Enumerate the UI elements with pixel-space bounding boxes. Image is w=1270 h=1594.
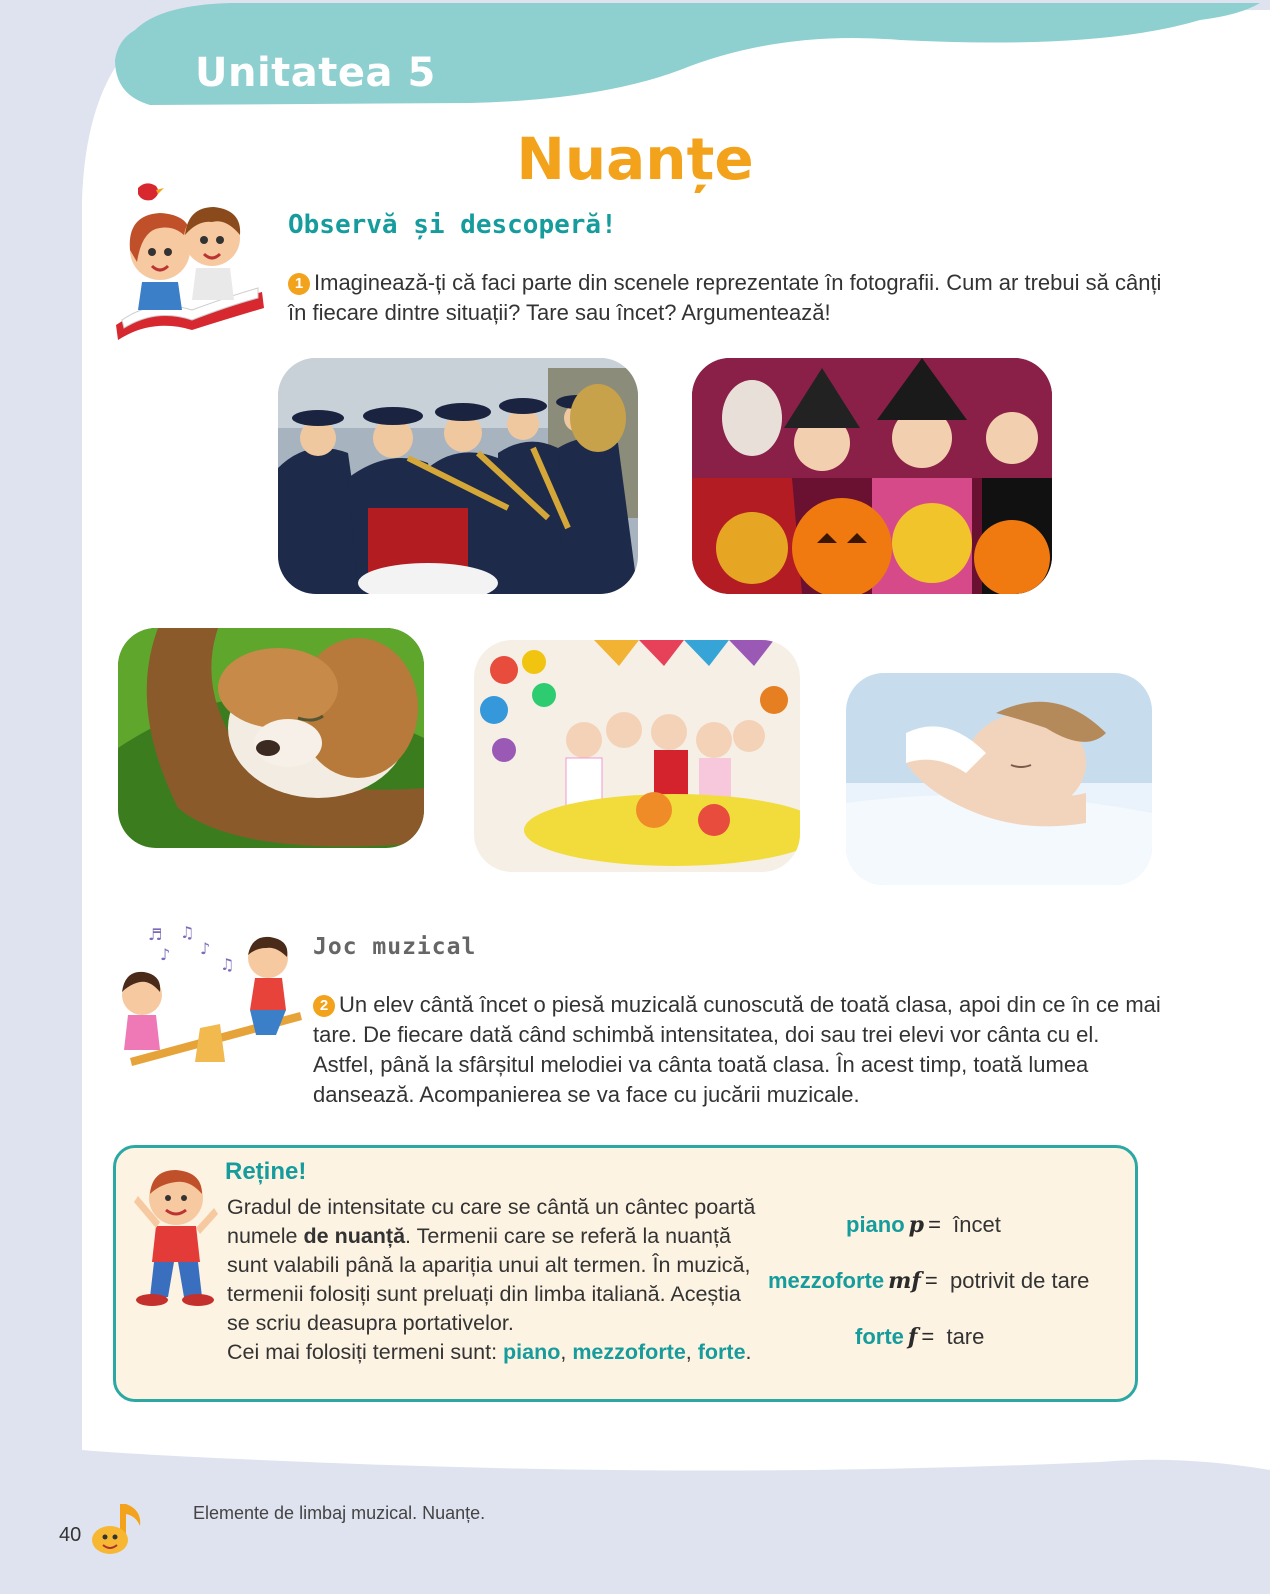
halloween-party-photo <box>692 358 1052 594</box>
retine-separator: , <box>685 1340 692 1364</box>
task-2-body: Un elev cântă încet o piesă muzicală cunoscută de toată clasa, apoi din ce în ce mai tare. De fiecare dată când schimbă intensitatea, doi sau trei elevi vor cânta cu el. Astfel, până la sfârșitul melodiei va cânta toată clasa. În acest timp, toată lumea dansează. Acompanierea se va face cu jucării muzicale. <box>313 992 1161 1107</box>
term-name: piano <box>846 1212 905 1237</box>
task-number-badge: 2 <box>313 995 335 1017</box>
brass-band-photo <box>278 358 638 594</box>
term-equals: = <box>928 1212 941 1237</box>
retine-term-mezzoforte: mezzoforte <box>572 1340 686 1364</box>
sleeping-child-photo <box>846 673 1152 885</box>
retine-text-part: Gradul de intensitate cu care se cântă un cântec poartă numele <box>227 1195 756 1248</box>
seesaw-kids-illustration <box>100 920 310 1080</box>
term-row-mezzoforte <box>768 1268 1089 1294</box>
retine-separator: , <box>560 1340 573 1364</box>
observe-heading: Observă și descoperă! <box>288 210 617 240</box>
term-meaning: tare <box>946 1324 985 1349</box>
retine-separator: . <box>745 1340 752 1364</box>
retine-title: Reține! <box>225 1158 307 1185</box>
term-equals: = <box>921 1324 935 1349</box>
svg-text:♪: ♪ <box>160 945 171 964</box>
retine-term-nuanta: de nuanță <box>303 1224 406 1248</box>
footer-text: Elemente de limbaj muzical. Nuanțe. <box>193 1503 486 1523</box>
music-note-mascot-icon <box>86 1500 146 1560</box>
term-symbol: p <box>908 1212 925 1238</box>
page-title: Nuanțe <box>516 125 754 193</box>
unit-label: Unitatea 5 <box>195 50 436 96</box>
retine-text <box>227 1193 767 1367</box>
task-1-body: Imaginează-ți că faci parte din scenele reprezentate în fotografii. Cum ar trebui să cânți în fiecare dintre situații? Tare sau încet? Argumentează! <box>288 270 1162 325</box>
task-2-text <box>313 990 1161 1110</box>
sleeping-puppy-photo <box>118 628 424 848</box>
retine-term-piano: piano <box>503 1340 561 1364</box>
task-number-badge: 1 <box>288 273 310 295</box>
retine-text-part: . Termenii care se referă la nuanță sunt valabili până la apariția unui alt termen. În muzică, termenii folosiți sunt preluați din limba italiană. Aceștia se scriu deasupra portativelor. <box>227 1224 751 1335</box>
svg-text:♪: ♪ <box>200 939 211 958</box>
kids-reading-illustration <box>112 180 272 340</box>
term-meaning: încet <box>953 1212 1001 1237</box>
term-symbol: mf <box>888 1268 921 1294</box>
term-name: mezzoforte <box>768 1268 885 1293</box>
page-number: 40 <box>59 1524 82 1546</box>
term-row-forte <box>855 1324 984 1350</box>
svg-text:♫: ♫ <box>220 955 235 974</box>
task-1-text <box>288 268 1168 328</box>
game-heading: Joc muzical <box>313 934 477 960</box>
svg-text:♬: ♬ <box>148 925 163 944</box>
term-equals: = <box>924 1268 938 1293</box>
svg-text:♫: ♫ <box>180 923 195 942</box>
birthday-party-photo <box>474 640 800 872</box>
term-name: forte <box>855 1324 904 1349</box>
boy-thumbs-up-illustration <box>128 1162 218 1307</box>
term-meaning: potrivit de tare <box>949 1268 1090 1293</box>
retine-term-forte: forte <box>697 1340 746 1364</box>
term-symbol: f <box>907 1324 918 1350</box>
retine-text-part: Cei mai folosiți termeni sunt: <box>227 1340 504 1364</box>
term-row-piano <box>846 1212 1001 1238</box>
